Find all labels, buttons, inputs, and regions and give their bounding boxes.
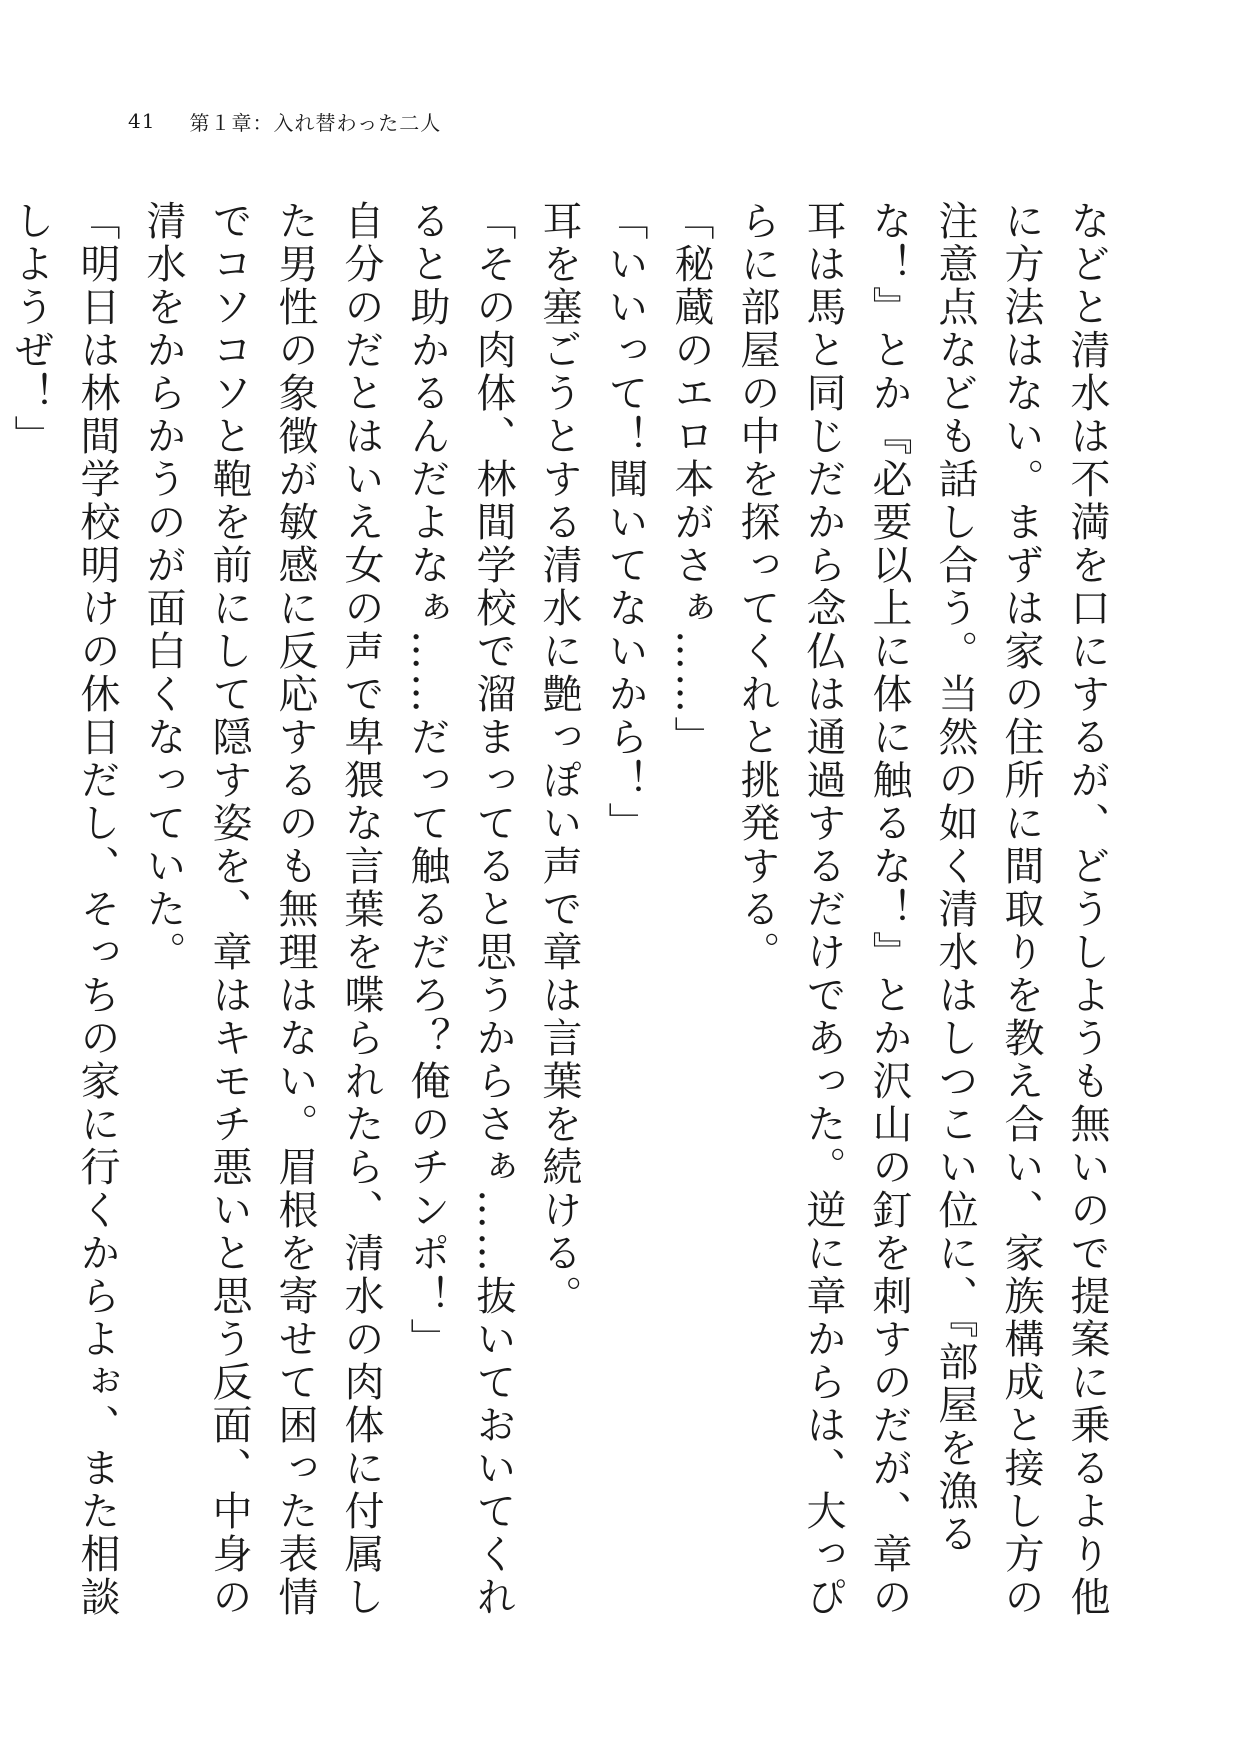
page-number: 41	[128, 109, 156, 133]
paragraph: などと清水は不満を口にするが、どうしようも無いので提案に乗るより他に方法はない。まずは家の住所に間取りを教え合い、家族構成と接し方の注意点なども話し合う。当然の如く清水はしつこい位に、『部屋を漁るな！』とか『必要以上に体に触るな！』とか沢山の釘を刺すのだが、章の耳は馬と同じだから念仏は通過するだけであった。逆に章からは、大っぴらに部屋の中を探ってくれと挑発する。	[734, 200, 1110, 1619]
dialogue-line: 「明日は林間学校明けの休日だし、そっちの家に行くからよぉ、また相談しようぜ！」	[8, 200, 120, 1619]
running-header	[128, 106, 441, 136]
body-text	[8, 200, 1120, 1640]
paragraph: 自分のだとはいえ女の声で卑猥な言葉を喋られたら、清水の肉体に付属した男性の象徴が敏感に反応するのも無理はない。眉根を寄せて困った表情でコソコソと鞄を前にして隠す姿を、章はキモチ悪いと思う反面、中身の清水をからかうのが面白くなっていた。	[140, 200, 384, 1619]
dialogue-line: 「いいって！聞いてないから！」	[602, 200, 648, 845]
chapter-title: 第１章：入れ替わった二人	[189, 110, 442, 135]
dialogue-line: 「その肉体、林間学校で溜まってると思うからさぁ……抜いておいてくれると助かるんだよなぁ……だって触るだろ？俺のチンポ！」	[404, 200, 516, 1619]
dialogue-line: 「秘蔵のエロ本がさぁ……」	[668, 200, 714, 759]
paragraph: 耳を塞ごうとする清水に艶っぽい声で章は言葉を続ける。	[536, 200, 582, 1318]
